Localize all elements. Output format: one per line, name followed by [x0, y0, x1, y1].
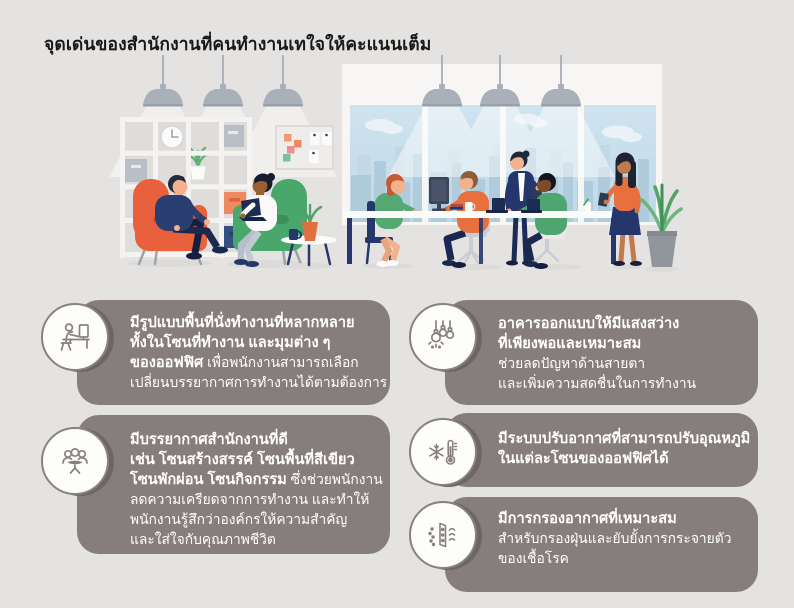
card-line-regular: ซึ่งช่วยพนักงาน	[286, 472, 383, 487]
card-air-filtration	[445, 497, 758, 592]
card-line-bold: ในแต่ละโซนของออฟฟิศได้	[498, 451, 669, 467]
air-filter-icon	[424, 516, 462, 554]
page-title: จุดเด่นของสำนักงานที่คนทำงานเทใจให้คะแนนเต็ม	[44, 33, 432, 54]
snowflake-thermometer-icon	[424, 433, 462, 471]
card-text-line	[498, 429, 750, 449]
card-line-bold: โซนพักผ่อน โซนกิจกรรม	[130, 472, 287, 488]
card-line-bold: ทั้งในโซนที่ทำงาน และมุมต่าง ๆ	[130, 335, 331, 351]
card-line-regular: และใส่ใจกับคุณภาพชีวิต	[130, 532, 276, 547]
card-adequate-lighting	[445, 300, 758, 405]
card-line-regular: เพื่อพนักงานสามารถเลือก	[203, 355, 359, 370]
card-text-line	[130, 510, 382, 530]
card-text-line	[498, 449, 750, 469]
card-text-line	[498, 314, 750, 334]
card-line-regular: เปลี่ยนบรรยากาศการทำงานได้ตามต้องการ	[130, 375, 388, 390]
card-text-line	[130, 470, 382, 490]
card-text-line	[498, 374, 750, 394]
card-icon-badge	[41, 427, 109, 495]
card-line-bold: ของออฟฟิศ	[130, 355, 204, 371]
card-line-regular: ของเชื้อโรค	[498, 551, 569, 566]
card-line-regular: ช่วยลดปัญหาด้านสายตา	[498, 356, 646, 371]
card-line-regular: และเพิ่มความสดชื่นในการทำงาน	[498, 376, 697, 391]
card-text-line	[498, 334, 750, 354]
card-line-bold: ที่เพียงพอและเหมาะสม	[498, 336, 642, 352]
person-working-desk-icon	[56, 318, 94, 356]
card-good-office-atmosphere	[77, 415, 390, 554]
card-text-line	[130, 490, 382, 510]
card-line-regular: ลดความเครียดจากการทำงาน และทำให้	[130, 492, 370, 507]
card-text-line	[130, 333, 382, 353]
coffee-mug	[289, 229, 298, 240]
card-zoned-air-conditioning	[445, 413, 758, 487]
people-meeting-icon	[56, 442, 94, 480]
card-text	[445, 497, 758, 577]
card-icon-badge	[409, 501, 477, 569]
hanging-light-bulbs-icon	[424, 318, 462, 356]
card-text	[77, 415, 390, 558]
card-line-regular: สำหรับกรองฝุ่นและยับยั้งการกระจายตัว	[498, 531, 732, 546]
card-text-line	[130, 450, 382, 470]
card-text-line	[498, 354, 750, 374]
card-flexible-seating	[77, 300, 390, 405]
card-text	[445, 413, 758, 477]
card-line-bold: มีระบบปรับอากาศที่สามารถปรับอุณหภูมิ	[498, 431, 751, 447]
card-text-line	[498, 549, 750, 569]
card-line-bold: เช่น โซนสร้างสรรค์ โซนพื้นที่สีเขียว	[130, 452, 355, 468]
card-text-line	[130, 430, 382, 450]
card-icon-badge	[41, 303, 109, 371]
card-line-bold: มีการกรองอากาศที่เหมาะสม	[498, 511, 677, 527]
card-line-bold: อาคารออกแบบให้มีแสงสว่าง	[498, 316, 680, 332]
office-illustration	[95, 55, 685, 290]
card-line-regular: พนักงานรู้สึกว่าองค์กรให้ความสำคัญ	[130, 512, 348, 527]
card-text-line	[130, 313, 382, 333]
card-text-line	[130, 373, 388, 393]
card-text-line	[130, 353, 382, 373]
card-text	[445, 300, 758, 402]
card-line-bold: มีรูปแบบพื้นที่นั่งทำงานที่หลากหลาย	[130, 315, 355, 331]
pin-board	[276, 126, 333, 169]
card-icon-badge	[409, 418, 477, 486]
card-text	[77, 300, 390, 401]
card-text-line	[130, 530, 382, 550]
card-line-bold: มีบรรยากาศสำนักงานที่ดี	[130, 432, 288, 448]
card-text-line	[498, 509, 750, 529]
card-icon-badge	[409, 303, 477, 371]
card-text-line	[498, 529, 750, 549]
